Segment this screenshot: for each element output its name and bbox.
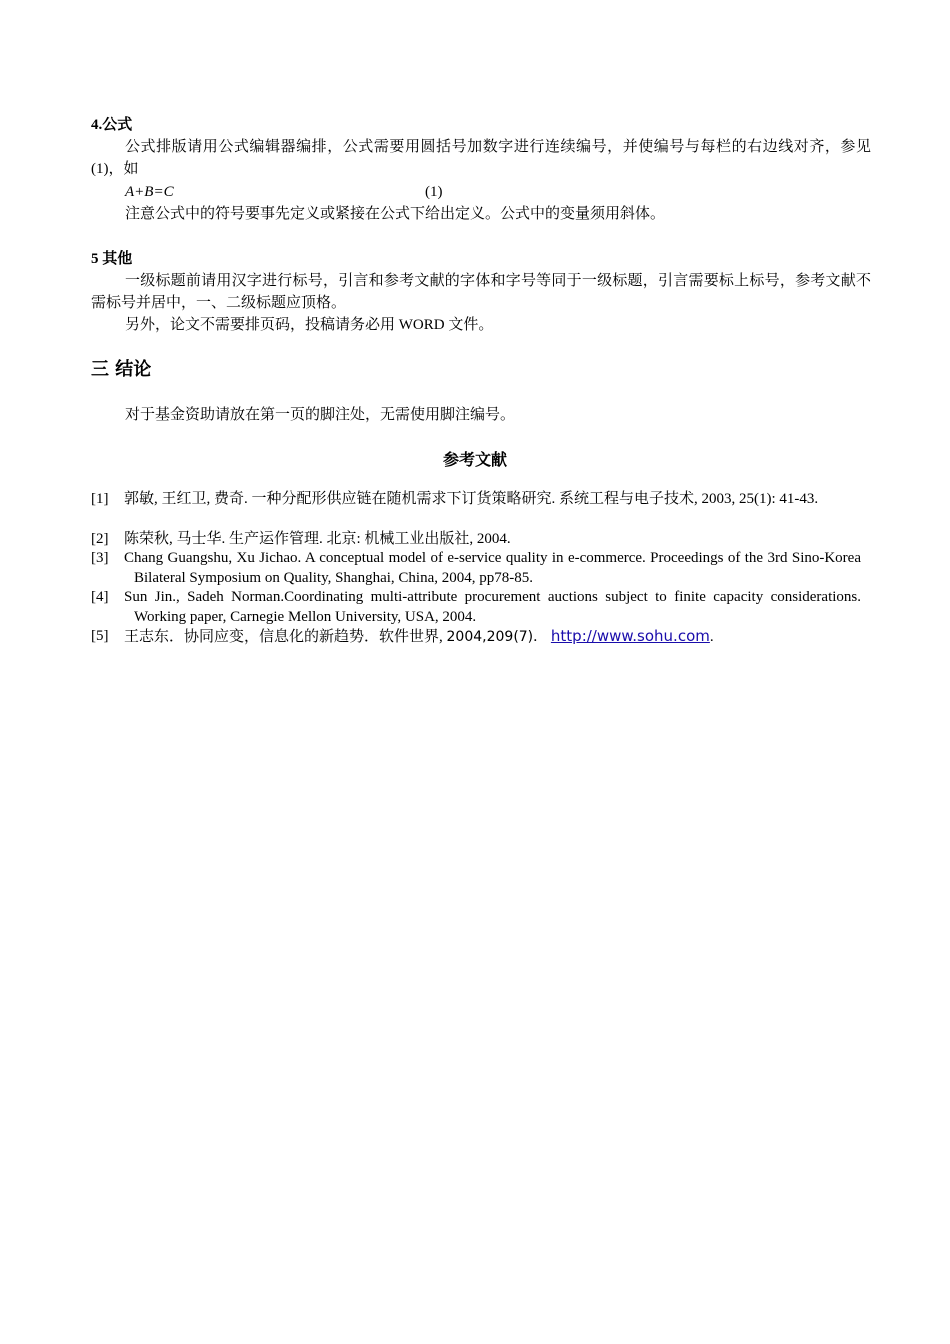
section-5-paragraph-1: 一级标题前请用汉字进行标号，引言和参考文献的字体和字号等同于一级标题，引言需要标上标号，参考文献不需标号并居中，一、二级标题应顶格。 xyxy=(91,273,871,311)
equation: A+B=C xyxy=(125,184,174,200)
reference-link[interactable]: http://www.sohu.com xyxy=(550,627,710,645)
reference-text-main: 王志东．协同应变，信息化的新趋势．软件世界, xyxy=(124,629,443,645)
section-4-paragraph-1: 公式排版请用公式编辑器编排，公式需要用圆括号加数字进行连续编号，并使编号与每栏的右边线对齐，参见(1)，如 xyxy=(91,139,871,177)
section-4-paragraph-2: 注意公式中的符号要事先定义或紧接在公式下给出定义。公式中的变量须用斜体。 xyxy=(125,206,666,222)
conclusion-paragraph: 对于基金资助请放在第一页的脚注处，无需使用脚注编号。 xyxy=(125,407,516,423)
reference-item xyxy=(91,627,861,648)
reference-number: [4] xyxy=(91,589,109,605)
reference-text-end: . xyxy=(709,629,714,645)
reference-number: [1] xyxy=(91,491,109,507)
reference-number: [5] xyxy=(91,628,109,644)
reference-text: Sun Jin., Sadeh Norman.Coordinating multi-attribute procurement auctions subject to finite capacity considerations. Working paper, Carnegie Mellon University, USA, 2004. xyxy=(124,589,861,625)
reference-item xyxy=(91,549,861,588)
conclusion-heading: 三 结论 xyxy=(91,359,152,380)
reference-number: [3] xyxy=(91,550,109,566)
reference-item xyxy=(91,490,861,510)
section-5-heading: 5 其他 xyxy=(91,251,133,267)
equation-number: (1) xyxy=(425,184,443,200)
reference-item xyxy=(91,588,861,627)
section-4-heading: 4.公式 xyxy=(91,117,133,133)
reference-number: [2] xyxy=(91,531,109,547)
reference-text: 陈荣秋, 马士华. 生产运作管理. 北京: 机械工业出版社, 2004. xyxy=(124,531,511,547)
reference-text-volume: 2004,209(7)． xyxy=(446,629,548,645)
reference-text: 郭敏, 王红卫, 费奇. 一种分配形供应链在随机需求下订货策略研究. 系统工程与电子技术, 2003, 25(1): 41-43. xyxy=(124,491,819,507)
section-5-paragraph-2: 另外，论文不需要排页码，投稿请务必用 WORD 文件。 xyxy=(125,317,494,333)
reference-item xyxy=(91,530,861,550)
reference-text: Chang Guangshu, Xu Jichao. A conceptual model of e-service quality in e-commerce. Proceedings of the 3rd Sino-Korea Bilateral Symposium on Quality, Shanghai, China, 2004, pp78-85. xyxy=(124,550,861,586)
references-title: 参考文献 xyxy=(442,450,507,469)
reference-text xyxy=(91,627,861,648)
